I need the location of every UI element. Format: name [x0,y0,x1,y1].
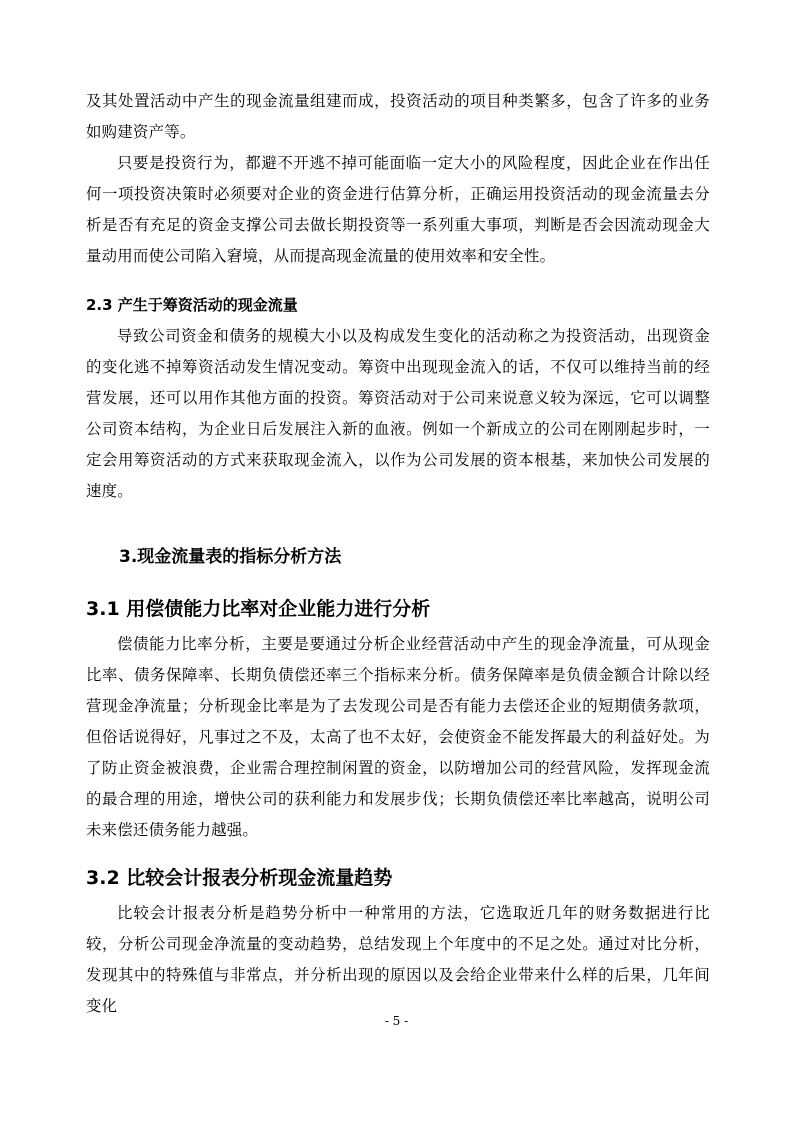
section-heading-2-3: 2.3 产生于筹资活动的现金流量 [86,296,298,314]
section-heading-3-2: 3.2 比较会计报表分析现金流量趋势 [86,867,393,889]
paragraph-comparative-analysis: 比较会计报表分析是趋势分析中一种常用的方法，它选取近几年的财务数据进行比较，分析公司现金净流量的变动趋势，总结发现上个年度中的不足之处。通过对比分析，发现其中的特殊值与非常点，并分析出现的原因以及会给企业带来什么样的后果，几年间变化 [86,904,710,1015]
section-heading-3-1: 3.1 用偿债能力比率对企业能力进行分析 [86,598,431,620]
page-number: - 5 - [384,1014,409,1028]
paragraph-solvency-ratio: 偿债能力比率分析，主要是要通过分析企业经营活动中产生的现金净流量，可从现金比率、债务保障率、长期负债偿还率三个指标来分析。债务保障率是负债金额合计除以经营现金净流量；分析现金比率是为了去发现公司是否有能力去偿还企业的短期债务款项，但俗话说得好，凡事过之不及，太高了也不太好，会使资金不能发挥最大的利益好处。为了防止资金被浪费，企业需合理控制闲置的资金，以防增加公司的经营风险，发挥现金流的最合理的用途，增快公司的获利能力和发展步伐；长期负债偿还率比率越高，说明公司未来偿还债务能力越强。 [86,635,710,839]
chapter-heading-3: 3.现金流量表的指标分析方法 [119,547,342,567]
paragraph-financing-activities: 导致公司资金和债务的规模大小以及构成发生变化的活动称之为投资活动，出现资金的变化逃不掉筹资活动发生情况变动。筹资中出现现金流入的话，不仅可以维持当前的经营发展，还可以用作其他方面的投资。筹资活动对于公司来说意义较为深远，它可以调整公司资本结构，为企业日后发展注入新的血液。例如一个新成立的公司在刚刚起步时，一定会用筹资活动的方式来获取现金流入，以作为公司发展的资本根基，来加快公司发展的速度。 [86,327,710,500]
paragraph-investing-continuation: 及其处置活动中产生的现金流量组建而成，投资活动的项目种类繁多，包含了许多的业务如购建资产等。 [86,92,710,141]
page-content [86,86,710,1022]
paragraph-investing-risk: 只要是投资行为，都避不开逃不掉可能面临一定大小的风险程度，因此企业在作出任何一项投资决策时必须要对企业的资金进行估算分析，正确运用投资活动的现金流量去分析是否有充足的资金支撑公司去做长期投资等一系列重大事项，判断是否会因流动现金大量动用而使公司陷入窘境，从而提高现金流量的使用效率和安全性。 [86,154,710,265]
